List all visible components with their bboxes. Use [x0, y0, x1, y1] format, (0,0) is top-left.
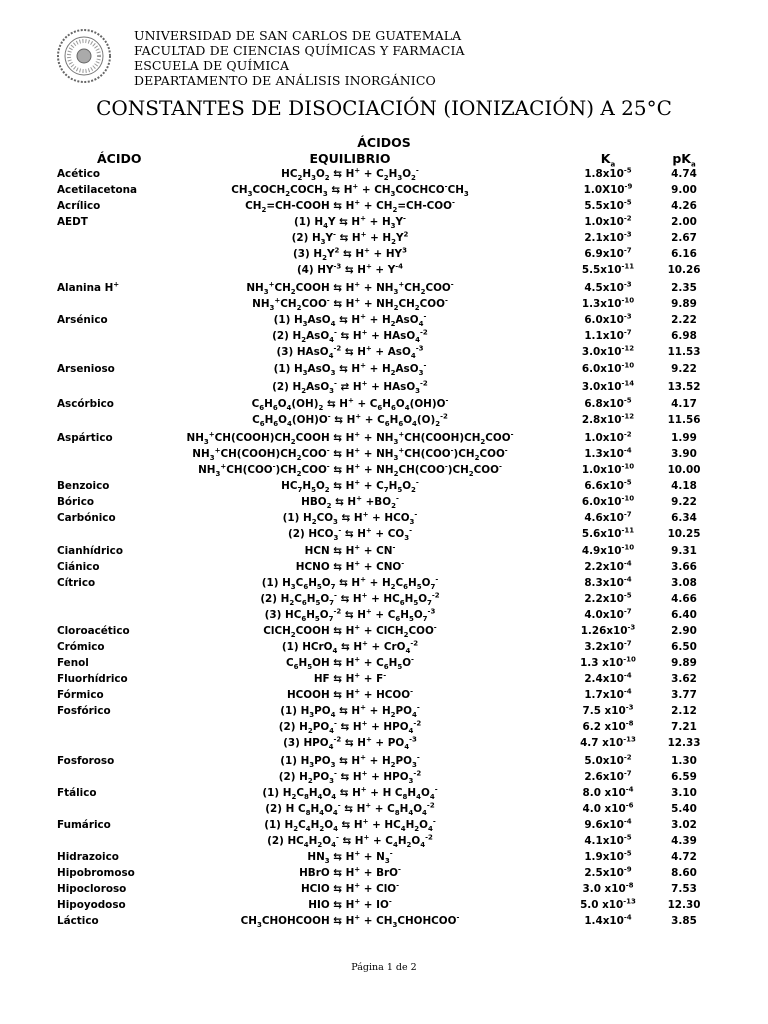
ka-value: $6.6x10^{-5}$	[584, 478, 632, 492]
column-header-acid: ÁCIDO	[97, 151, 142, 166]
acid-name: Arsénico	[57, 313, 108, 326]
table-row	[0, 494, 768, 510]
table-row	[0, 703, 768, 719]
pka-value: 4.17	[671, 398, 697, 410]
pka-value: 10.25	[667, 527, 701, 540]
ka-value: 4.7 $x10^{-13}$	[580, 735, 636, 749]
table-row	[0, 280, 768, 296]
pka-value: 6.59	[671, 770, 697, 783]
table-row	[0, 575, 768, 591]
pka-value: 4.66	[671, 593, 697, 605]
pka-value: 4.74	[671, 168, 697, 180]
ka-value: $6.0x10^{-10}$	[581, 494, 635, 508]
ka-value: $9.6x10^{-4}$	[584, 817, 632, 831]
equilibrium: (1) $H_2C_8H_4O_4$ ⇆ H+ + H $C_8H_4O_4^-$	[262, 785, 438, 801]
ka-value: $1.0x10^{-2}$	[584, 430, 632, 444]
pka-value: 1.30	[671, 754, 697, 767]
equilibrium: (1) HCrO$_4$ ⇆ H+ + CrO$_4^{-2}$	[281, 639, 419, 656]
pka-value: 11.53	[667, 345, 701, 358]
table-row	[0, 801, 768, 817]
equilibrium: $NH_3^+CH_2COO^-$ ⇆ $H^+ + NH_2CH_2COO^-$	[252, 296, 448, 312]
equilibrium: $C_6H_6O_4(OH)_2$ ⇆ $H^+ + C_6H_6O_4(OH)O^-$	[251, 396, 449, 413]
table-row	[0, 543, 768, 559]
pka-value: 7.53	[671, 882, 697, 895]
ka-value: $1.26x10^{-3}$	[580, 623, 636, 637]
ka-value: $4.9x10^{-10}$	[581, 543, 635, 557]
pka-value: 6.40	[671, 609, 697, 621]
ka-value: $1.1x10^{-7}$	[584, 328, 632, 342]
ka-value: $6.0x10^{-3}$	[584, 312, 632, 326]
pka-value: 2.00	[671, 216, 697, 228]
table-row	[0, 753, 768, 769]
acid-name: Hipobromoso	[57, 866, 135, 879]
acid-name: Ascórbico	[57, 398, 114, 410]
acid-name: Acrílico	[57, 200, 101, 212]
page-title: CONSTANTES DE DISOCIACIÓN (IONIZACIÓN) A 25°C	[96, 96, 672, 120]
table-row	[0, 559, 768, 575]
table-row	[0, 198, 768, 214]
column-header-pka: $pK_a$	[672, 151, 696, 169]
table-row	[0, 379, 768, 397]
ka-value: $2.2x10^{-4}$	[584, 559, 632, 573]
table-row	[0, 687, 768, 703]
acid-name: Cianhídrico	[57, 545, 123, 557]
pka-value: 9.89	[671, 297, 697, 310]
ka-value: $1.8x10^{-5}$	[584, 166, 632, 180]
acid-name: Alanina H+	[57, 280, 120, 294]
pka-value: 4.18	[671, 479, 697, 492]
acid-name: Láctico	[57, 914, 99, 927]
pka-value: 12.33	[667, 737, 701, 749]
equilibrium: HCN ⇆ H+ + CN-	[304, 543, 396, 557]
pka-value: 8.60	[671, 866, 697, 879]
table-row	[0, 312, 768, 328]
ka-value: $5.5x10^{-11}$	[581, 262, 635, 276]
table-row	[0, 296, 768, 312]
table-row	[0, 430, 768, 446]
table-row	[0, 262, 768, 280]
table-row	[0, 817, 768, 833]
acid-name: Arsenioso	[57, 363, 115, 375]
acid-name: Acético	[57, 168, 101, 180]
pka-value: 3.77	[671, 689, 697, 701]
ka-value: $2.2x10^{-5}$	[584, 591, 632, 605]
table-row	[0, 785, 768, 801]
ka-value: $6.0x10^{-10}$	[581, 361, 635, 375]
pka-value: 2.67	[671, 232, 697, 244]
table-row	[0, 396, 768, 412]
acid-name: Fumárico	[57, 818, 111, 831]
ka-value: $5.6x10^{-11}$	[581, 526, 635, 540]
pka-value: 2.35	[671, 281, 697, 294]
equilibrium: $C_6H_6O_4(OH)O^-$ ⇆ $H^+ + C_6H_6O_4(O)_2^{-2}$	[252, 412, 448, 429]
acid-name: Cítrico	[57, 577, 96, 589]
equilibrium: (1) $H_2C_4H_2O_4$ ⇆ $H^+ + HC_4H_2O_4^-$	[264, 817, 436, 833]
ka-value: $6.9x10^{-7}$	[584, 246, 632, 260]
table-row	[0, 671, 768, 687]
ka-value: $1.3x10^{-10}$	[581, 296, 635, 310]
equilibrium: (3) $HPO_4^{-2}$ ⇆ $H^+ + PO_4^{-3}$	[283, 735, 417, 752]
ka-value: 8.0 $x10^{-4}$	[582, 785, 634, 799]
ka-value: $4.1x10^{-5}$	[584, 833, 632, 847]
equilibrium: $NH_3^+CH(COOH)CH_2COO^-$ ⇆ $H^+ + NH_3^+CH(COO^-)CH_2COO^-$	[192, 446, 508, 462]
equilibrium: HClO ⇆ H+ + ClO-	[300, 881, 400, 895]
ka-value: $1.4x10^{-4}$	[584, 913, 632, 927]
acid-name: Fosforoso	[57, 754, 115, 767]
pka-value: 13.52	[667, 380, 701, 393]
equilibrium: (1) $H_4Y$ ⇆ $H^+ + H_3Y^-$	[294, 214, 406, 231]
table-row	[0, 735, 768, 753]
equilibrium: HCOOH ⇆ H+ + HCOO-	[286, 687, 414, 701]
pka-value: 10.26	[667, 264, 701, 276]
pka-value: 3.66	[671, 561, 697, 573]
institution-header	[134, 28, 465, 88]
equilibrium: $CH_3COCH_2COCH_3$ ⇆ $H^+ + CH_3COCHCO^-CH_3$	[231, 182, 469, 199]
column-header-equilibrium: EQUILIBRIO	[309, 151, 391, 166]
equilibrium: (2) $H_2AsO_3^-$ ⇄ H+ + HAsO$_3^{-2}$	[272, 379, 428, 395]
table-row	[0, 328, 768, 344]
table-row	[0, 361, 768, 379]
equilibrium: (2) $H_2C_6H_5O_7^-$ ⇆ $H^+ + HC_6H_5O_7^{-2}$	[260, 591, 440, 608]
table-row	[0, 166, 768, 182]
table-row	[0, 849, 768, 865]
ka-value: $3.0x10^{-12}$	[581, 344, 635, 358]
pka-value: 7.21	[671, 721, 697, 733]
table-row	[0, 510, 768, 526]
ka-value: $4.6x10^{-7}$	[584, 510, 632, 524]
table-row	[0, 344, 768, 362]
pka-value: 1.99	[671, 431, 697, 444]
header-university: UNIVERSIDAD DE SAN CARLOS DE GUATEMALA	[134, 28, 462, 43]
equilibrium: $CH_3CHOHCOOH$ ⇆ $H^+ + CH_3CHOHCOO^-$	[240, 913, 460, 929]
ka-value: $4.0x10^{-7}$	[584, 607, 632, 621]
acid-name: Hipocloroso	[57, 882, 127, 895]
table-row	[0, 913, 768, 929]
equilibrium: (2) $HCO_3^-$ ⇆ $H^+ + CO_3^-$	[288, 526, 412, 542]
ka-value: $1.0X10^{-9}$	[583, 182, 633, 196]
pka-value: 9.31	[671, 545, 697, 557]
section-title: ÁCIDOS	[357, 135, 411, 150]
pka-value: 9.89	[671, 657, 697, 669]
equilibrium: ClCH$_2$COOH ⇆ H+ + ClCH$_2$COO-	[263, 623, 437, 640]
equilibrium: HIO ⇆ H+ + IO-	[308, 897, 392, 911]
acid-name: Benzoico	[57, 479, 110, 492]
header-school: ESCUELA DE QUÍMICA	[134, 58, 290, 73]
ka-value: $2.4x10^{-4}$	[584, 671, 632, 685]
equilibrium: (1) $H_3PO_4$ ⇆ $H^+ + H_2PO_4^-$	[280, 703, 420, 720]
table-row	[0, 655, 768, 671]
table-row	[0, 865, 768, 881]
header-faculty: FACULTAD DE CIENCIAS QUÍMICAS Y FARMACIA	[134, 43, 465, 58]
equilibrium: (2) $H_2PO_4^-$ ⇆ $H^+ + HPO_4^{-2}$	[278, 719, 422, 736]
ka-value: $5.0x10^{-2}$	[584, 753, 632, 767]
table-row	[0, 623, 768, 639]
pka-value: 6.98	[671, 329, 697, 342]
pka-value: 3.62	[671, 673, 697, 685]
pka-value: 11.56	[667, 414, 701, 426]
acid-name: Aspártico	[57, 431, 113, 444]
equilibrium: $HN_3$ ⇆ $H^+ + N_3^-$	[307, 849, 393, 865]
ka-value: $2.8x10^{-12}$	[581, 412, 635, 426]
ka-value: $1.7x10^{-4}$	[584, 687, 632, 701]
ka-value: 6.2 $x10^{-8}$	[582, 719, 634, 733]
table-row	[0, 591, 768, 607]
ka-value: $1.0x10^{-2}$	[584, 214, 632, 228]
header-department: DEPARTAMENTO DE ANÁLISIS INORGÁNICO	[134, 73, 436, 88]
equilibrium: HCNO ⇆ H+ + CNO-	[295, 559, 405, 573]
table-row	[0, 446, 768, 462]
pka-value: 2.12	[671, 705, 697, 717]
acid-name: AEDT	[57, 216, 88, 228]
table-row	[0, 881, 768, 897]
equilibrium: $NH_3^+CH(COOH)CH_2COOH$ ⇆ $H^+ + NH_3^+CH(COOH)CH_2COO^-$	[186, 430, 514, 446]
pka-value: 10.00	[667, 463, 701, 476]
equilibrium: (2) $H_2AsO_4^-$ ⇆ H+ + HAsO$_4^{-2}$	[272, 328, 428, 344]
ka-value: $4.5x10^{-3}$	[584, 280, 632, 294]
ka-value: $2.1x10^{-3}$	[584, 230, 632, 244]
equilibrium: (1) $H_3PO_3$ ⇆ $H^+ + H_2PO_3^-$	[280, 753, 420, 769]
ka-value: $2.6x10^{-7}$	[584, 769, 632, 783]
ka-value: 1.3 $x10^{-10}$	[580, 655, 636, 669]
table-row	[0, 462, 768, 478]
acid-name: Crómico	[57, 641, 105, 653]
equilibrium: (2) H $C_8H_4O_4^-$ ⇆ $H^+ + C_8H_4O_4^{-2}$	[265, 801, 435, 817]
equilibrium: $NH_3^+CH_2COOH$ ⇆ $H^+ + NH_3^+CH_2COO^-$	[246, 280, 454, 296]
equilibrium: (1) $H_3C_6H_5O_7$ ⇆ $H^+ + H_2C_6H_5O_7^-$	[261, 575, 439, 592]
equilibrium: HBrO ⇆ H+ + BrO-	[299, 865, 401, 879]
pka-value: 9.22	[671, 363, 697, 375]
acid-name: Hipoyodoso	[57, 898, 126, 911]
table-row	[0, 412, 768, 430]
equilibrium: (3) HAsO$_4^{-2}$ ⇆ H+ + AsO$_4^{-3}$	[276, 344, 424, 360]
ka-value: 4.0 $x10^{-6}$	[582, 801, 634, 815]
equilibrium: (1) $H_2CO_3$ ⇆ $H^+ + HCO_3^-$	[282, 510, 418, 526]
pka-value: 9.22	[671, 495, 697, 508]
ka-value: $5.5x10^{-5}$	[584, 198, 632, 212]
equilibrium: (2) $HC_4H_2O_4^-$ ⇆ $H^+ + C_4H_2O_4^{-2}$	[267, 833, 433, 849]
equilibrium: $HC_2H_3O_2$ ⇆ $H^+ + C_2H_3O_2^-$	[281, 166, 419, 183]
equilibrium: (1) $H_3AsO_3$ ⇆ $H^+ + H_2AsO_3^-$	[273, 361, 427, 378]
ka-value: 3.0 $x10^{-8}$	[582, 881, 634, 895]
equilibrium: (4) $HY^{-3}$ ⇆ $H^+ + Y^{-4}$	[296, 262, 404, 276]
equilibrium: $CH_2=CH$-COOH ⇆ $H^+ + CH_2=CH-COO^-$	[245, 198, 455, 215]
equilibrium: HF ⇆ H+ + F-	[313, 671, 387, 685]
equilibrium: (2) $H_2PO_3^-$ ⇆ $H^+ + HPO_3^{-2}$	[278, 769, 422, 785]
table-row	[0, 833, 768, 849]
ka-value: 5.0 $x10^{-13}$	[580, 897, 636, 911]
equilibrium: (2) $H_3Y^-$ ⇆ $H^+ + H_2Y^2$	[291, 230, 409, 247]
equilibrium: $HBO_2$ ⇆ $H^+ +BO_2^-$	[301, 494, 399, 510]
acid-name: Ftálico	[57, 786, 97, 799]
equilibrium: $NH_3^+CH(COO^-)CH_2COO^-$ ⇆ $H^+ + NH_2CH(COO^-)CH_2COO^-$	[198, 462, 502, 478]
acid-name: Cloroacético	[57, 625, 130, 637]
ka-value: $2.5x10^{-9}$	[584, 865, 632, 879]
acid-name: Ciánico	[57, 561, 100, 573]
equilibrium: $HC_7H_5O_2$ ⇆ $H^+ + C_7H_5O_2^-$	[281, 478, 419, 494]
pka-value: 4.72	[671, 850, 697, 863]
table-row	[0, 719, 768, 735]
pka-value: 4.26	[671, 200, 697, 212]
pka-value: 3.02	[671, 818, 697, 831]
pka-value: 3.85	[671, 914, 697, 927]
equilibrium: (3) $HC_6H_5O_7^{-2}$ ⇆ $H^+ + C_6H_5O_7^{-3}$	[264, 607, 436, 624]
pka-value: 9.00	[671, 184, 697, 196]
table-row	[0, 182, 768, 198]
ka-value: 7.5 $x10^{-3}$	[582, 703, 634, 717]
equilibrium: $C_6H_5OH$ ⇆ $H^+ + C_6H_5O^-$	[286, 655, 414, 672]
table-row	[0, 526, 768, 544]
column-header-ka: $K_a$	[600, 151, 616, 169]
acid-name: Fórmico	[57, 689, 104, 701]
acid-name: Acetilacetona	[57, 184, 138, 196]
pka-value: 12.30	[667, 898, 701, 911]
page-footer: Página 1 de 2	[351, 962, 417, 973]
constants-table	[0, 166, 768, 929]
acid-name: Fosfórico	[57, 705, 111, 717]
pka-value: 4.39	[671, 834, 697, 847]
ka-value: $1.0x10^{-10}$	[581, 462, 635, 476]
pka-value: 6.50	[671, 641, 697, 653]
ka-value: $1.9x10^{-5}$	[584, 849, 632, 863]
table-row	[0, 607, 768, 623]
acid-name: Fenol	[57, 657, 89, 669]
ka-value: $8.3x10^{-4}$	[584, 575, 632, 589]
equilibrium: (3) $H_2Y^2$ ⇆ $H^+ + HY^3$	[293, 246, 407, 263]
pka-value: 5.40	[671, 802, 697, 815]
pka-value: 6.16	[671, 248, 697, 260]
acid-name: Bórico	[57, 495, 95, 508]
acid-name: Fluorhídrico	[57, 673, 128, 685]
pka-value: 3.10	[671, 786, 697, 799]
pka-value: 2.90	[671, 625, 697, 637]
ka-value: $3.0x10^{-14}$	[581, 379, 635, 393]
ka-value: $1.3x10^{-4}$	[584, 446, 632, 460]
pka-value: 3.08	[671, 577, 697, 589]
acid-name: Hidrazoico	[57, 850, 119, 863]
pka-value: 3.90	[671, 447, 697, 460]
university-seal-icon	[56, 28, 112, 84]
pka-value: 6.34	[671, 511, 697, 524]
table-row	[0, 897, 768, 913]
pka-value: 2.22	[671, 313, 697, 326]
table-row	[0, 769, 768, 785]
equilibrium: (1) $H_3AsO_4$ ⇆ $H^+ + H_2AsO_4^-$	[273, 312, 427, 328]
table-row	[0, 639, 768, 655]
acid-name: Carbónico	[57, 511, 116, 524]
table-row	[0, 246, 768, 262]
ka-value: $3.2x10^{-7}$	[584, 639, 632, 653]
ka-value: $6.8x10^{-5}$	[584, 396, 632, 410]
table-row	[0, 230, 768, 246]
table-row	[0, 214, 768, 230]
table-row	[0, 478, 768, 494]
